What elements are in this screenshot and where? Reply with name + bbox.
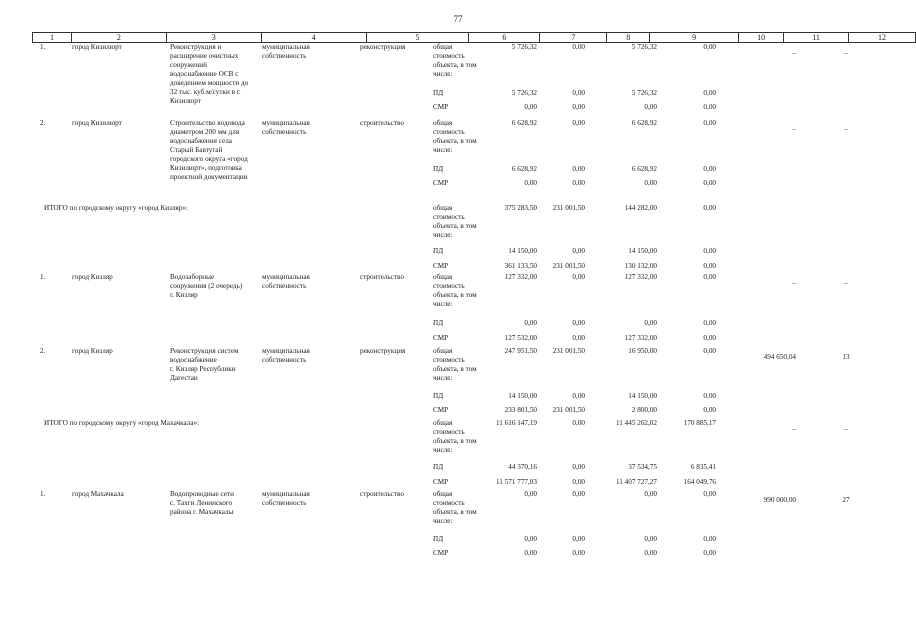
total-value: 247 951,50 — [504, 347, 537, 355]
smr-value: 0,00 — [644, 103, 657, 111]
pd-value: 0,00 — [703, 319, 716, 327]
city-name: город Кизилюрт — [72, 43, 122, 51]
city-name: город Махачкала — [72, 490, 124, 498]
total-value: 170 885,17 — [683, 419, 716, 427]
smr-value: 0,00 — [703, 549, 716, 557]
smr-value: 0,00 — [572, 549, 585, 557]
total-cost-label-line: стоимость — [433, 213, 465, 221]
row-number: 1. — [40, 490, 46, 498]
smr-value: 233 801,50 — [504, 406, 537, 414]
total-cost-label-line: числе: — [433, 146, 453, 154]
column-header-row — [32, 32, 916, 43]
total-value: 0,00 — [703, 204, 716, 212]
total-value: 375 283,50 — [504, 204, 537, 212]
col-header: 12 — [849, 33, 916, 43]
total-value: 0,00 — [703, 490, 716, 498]
col12-value: 13 — [842, 353, 850, 361]
total-value: 6 628,92 — [511, 119, 537, 127]
ownership-line: собственность — [262, 356, 307, 364]
smr-label: СМР — [433, 549, 449, 557]
pd-value: 5 726,32 — [631, 89, 657, 97]
smr-value: 0,00 — [703, 179, 716, 187]
pd-value: 0,00 — [644, 535, 657, 543]
object-name-line: Водозаборные — [170, 273, 215, 281]
object-name-line: доведением мощности до — [170, 79, 249, 87]
ownership-line: собственность — [262, 128, 307, 136]
total-value: 5 726,32 — [631, 43, 657, 51]
smr-value: 0,00 — [644, 549, 657, 557]
total-value: 0,00 — [572, 119, 585, 127]
total-cost-label-line: общая — [433, 43, 453, 51]
col11-value: 494 650,04 — [763, 353, 796, 361]
smr-value: 231 001,50 — [552, 406, 585, 414]
pd-label: ПД — [433, 89, 444, 97]
col12-value: – — [844, 425, 848, 433]
work-type: строительство — [360, 119, 404, 127]
total-cost-label-line: стоимость — [433, 356, 465, 364]
pd-value: 0,00 — [644, 319, 657, 327]
ownership-line: муниципальная — [262, 43, 310, 51]
pd-value: 0,00 — [572, 463, 585, 471]
object-name-line: Реконструкция и — [170, 43, 222, 51]
smr-value: 0,00 — [644, 179, 657, 187]
total-cost-label-line: стоимость — [433, 128, 465, 136]
col12-value: – — [844, 279, 848, 287]
total-value: 11 445 262,02 — [615, 419, 657, 427]
smr-value: 127 332,00 — [624, 334, 657, 342]
row-number: 2. — [40, 119, 46, 127]
col-header: 4 — [261, 33, 366, 43]
work-type: строительство — [360, 273, 404, 281]
object-name-line: сооружений — [170, 61, 207, 69]
ownership-line: собственность — [262, 52, 307, 60]
pd-label: ПД — [433, 535, 444, 543]
total-row-label: ИТОГО по городскому округу «город Махачкала»: — [44, 419, 200, 427]
col-header: 7 — [540, 33, 607, 43]
total-cost-label-line: объекта, в том — [433, 291, 477, 299]
ownership-line: муниципальная — [262, 347, 310, 355]
pd-label: ПД — [433, 463, 444, 471]
object-name-line: водоснабжение ОСВ с — [170, 70, 239, 78]
pd-value: 14 150,00 — [628, 247, 657, 255]
pd-value: 0,00 — [572, 89, 585, 97]
smr-value: 0,00 — [524, 549, 537, 557]
object-name-line: Дагестан — [170, 374, 198, 382]
col-header: 8 — [607, 33, 650, 43]
smr-value: 0,00 — [524, 103, 537, 111]
total-cost-label-line: стоимость — [433, 282, 465, 290]
total-value: 0,00 — [703, 119, 716, 127]
total-value: 0,00 — [703, 347, 716, 355]
smr-value: 0,00 — [524, 179, 537, 187]
smr-value: 0,00 — [703, 406, 716, 414]
object-name-line: с. Тахги Ленинского — [170, 499, 233, 507]
pd-value: 6 628,92 — [511, 165, 537, 173]
col-header: 9 — [650, 33, 739, 43]
col-header: 1 — [33, 33, 72, 43]
total-value: 0,00 — [572, 419, 585, 427]
total-cost-label-line: числе: — [433, 231, 453, 239]
pd-value: 0,00 — [703, 89, 716, 97]
total-cost-label-line: общая — [433, 119, 453, 127]
smr-value: 0,00 — [703, 103, 716, 111]
pd-value: 14 150,00 — [508, 392, 537, 400]
ownership-line: муниципальная — [262, 273, 310, 281]
total-cost-label-line: числе: — [433, 517, 453, 525]
total-value: 127 332,00 — [624, 273, 657, 281]
ownership-line: муниципальная — [262, 490, 310, 498]
pd-label: ПД — [433, 165, 444, 173]
pd-value: 0,00 — [572, 165, 585, 173]
col-header: 3 — [166, 33, 261, 43]
smr-value: 11 571 777,03 — [495, 478, 537, 486]
pd-value: 14 150,00 — [628, 392, 657, 400]
ownership-line: собственность — [262, 282, 307, 290]
smr-label: СМР — [433, 103, 449, 111]
pd-value: 6 835,41 — [690, 463, 716, 471]
total-cost-label-line: объекта, в том — [433, 137, 477, 145]
col12-value: – — [844, 49, 848, 57]
object-name-line: Строительство водовода — [170, 119, 245, 127]
col12-value: – — [844, 125, 848, 133]
smr-value: 231 001,50 — [552, 262, 585, 270]
col-header: 6 — [469, 33, 540, 43]
object-name-line: водоснабжение — [170, 356, 217, 364]
work-type: реконструкция — [360, 43, 406, 51]
object-name-line: Кизилюрт — [170, 97, 201, 105]
total-value: 0,00 — [572, 43, 585, 51]
total-cost-label-line: общая — [433, 204, 453, 212]
object-name-line: диаметром 200 мм для — [170, 128, 240, 136]
pd-value: 0,00 — [572, 247, 585, 255]
pd-value: 0,00 — [703, 392, 716, 400]
total-value: 16 950,00 — [628, 347, 657, 355]
col12-value: 27 — [842, 496, 850, 504]
total-value: 0,00 — [572, 273, 585, 281]
col-header: 2 — [71, 33, 166, 43]
pd-value: 0,00 — [572, 319, 585, 327]
total-value: 127 332,00 — [504, 273, 537, 281]
pd-value: 0,00 — [703, 535, 716, 543]
col11-value: – — [792, 279, 796, 287]
smr-value: 0,00 — [572, 478, 585, 486]
col11-value: 990 000,00 — [763, 496, 796, 504]
total-value: 6 628,92 — [631, 119, 657, 127]
smr-label: СМР — [433, 478, 449, 486]
col-header: 5 — [366, 33, 469, 43]
pd-value: 6 628,92 — [631, 165, 657, 173]
total-value: 231 001,50 — [552, 347, 585, 355]
total-cost-label-line: стоимость — [433, 428, 465, 436]
total-cost-label-line: стоимость — [433, 52, 465, 60]
pd-value: 5 726,32 — [511, 89, 537, 97]
smr-value: 2 800,00 — [631, 406, 657, 414]
pd-label: ПД — [433, 319, 444, 327]
col11-value: – — [792, 425, 796, 433]
smr-value: 0,00 — [703, 262, 716, 270]
pd-value: 14 150,00 — [508, 247, 537, 255]
total-cost-label-line: общая — [433, 419, 453, 427]
total-value: 0,00 — [644, 490, 657, 498]
object-name-line: района г. Махачкалы — [170, 508, 234, 516]
total-cost-label-line: стоимость — [433, 499, 465, 507]
object-name-line: сооружения (2 очередь) — [170, 282, 243, 290]
smr-label: СМР — [433, 179, 449, 187]
total-cost-label-line: числе: — [433, 446, 453, 454]
col-header: 11 — [784, 33, 849, 43]
total-cost-label-line: объекта, в том — [433, 222, 477, 230]
pd-label: ПД — [433, 247, 444, 255]
pd-value: 37 534,75 — [628, 463, 657, 471]
city-name: город Кизляр — [72, 347, 113, 355]
total-cost-label-line: объекта, в том — [433, 61, 477, 69]
smr-value: 164 049,76 — [683, 478, 716, 486]
total-value: 11 616 147,19 — [495, 419, 537, 427]
work-type: реконструкция — [360, 347, 406, 355]
object-name-line: г. Кизляр — [170, 291, 198, 299]
total-value: 0,00 — [703, 43, 716, 51]
ownership-line: собственность — [262, 499, 307, 507]
total-cost-label-line: общая — [433, 347, 453, 355]
total-row-label: ИТОГО по городскому округу «город Кизляр»: — [44, 204, 189, 212]
smr-value: 0,00 — [572, 179, 585, 187]
object-name-line: проектной документации — [170, 173, 248, 181]
total-cost-label-line: объекта, в том — [433, 437, 477, 445]
pd-value: 0,00 — [703, 165, 716, 173]
total-value: 5 726,32 — [511, 43, 537, 51]
object-name-line: Реконструкция систем — [170, 347, 239, 355]
smr-value: 130 132,00 — [624, 262, 657, 270]
total-value: 0,00 — [703, 273, 716, 281]
work-type: строительство — [360, 490, 404, 498]
total-value: 144 282,00 — [624, 204, 657, 212]
city-name: город Кизилюрт — [72, 119, 122, 127]
pd-value: 44 370,16 — [508, 463, 537, 471]
row-number: 2. — [40, 347, 46, 355]
total-cost-label-line: объекта, в том — [433, 508, 477, 516]
row-number: 1. — [40, 43, 46, 51]
smr-value: 0,00 — [572, 334, 585, 342]
total-cost-label-line: общая — [433, 273, 453, 281]
smr-value: 361 133,50 — [504, 262, 537, 270]
object-name-line: расширение очистных — [170, 52, 239, 60]
total-cost-label-line: общая — [433, 490, 453, 498]
object-name-line: 32 тыс. куб.м/сутки в г. — [170, 88, 241, 96]
total-cost-label-line: числе: — [433, 374, 453, 382]
smr-label: СМР — [433, 334, 449, 342]
total-cost-label-line: числе: — [433, 300, 453, 308]
object-name-line: городского округа «город — [170, 155, 248, 163]
smr-value: 11 407 727,27 — [615, 478, 657, 486]
page-number: 77 — [453, 14, 463, 24]
row-number: 1. — [40, 273, 46, 281]
smr-value: 0,00 — [572, 103, 585, 111]
col11-value: – — [792, 49, 796, 57]
city-name: город Кизляр — [72, 273, 113, 281]
pd-value: 0,00 — [572, 535, 585, 543]
pd-value: 0,00 — [524, 535, 537, 543]
object-name-line: Водопроводные сети — [170, 490, 234, 498]
smr-value: 127 532,00 — [504, 334, 537, 342]
total-value: 231 001,50 — [552, 204, 585, 212]
pd-label: ПД — [433, 392, 444, 400]
ownership-line: муниципальная — [262, 119, 310, 127]
total-cost-label-line: числе: — [433, 70, 453, 78]
object-name-line: г. Кизляр Республики — [170, 365, 236, 373]
smr-label: СМР — [433, 262, 449, 270]
total-value: 0,00 — [524, 490, 537, 498]
object-name-line: Старый Бавтугай — [170, 146, 223, 154]
object-name-line: водоснабжения села — [170, 137, 232, 145]
object-name-line: Кизилюрт», подготовка — [170, 164, 242, 172]
col11-value: – — [792, 125, 796, 133]
pd-value: 0,00 — [703, 247, 716, 255]
pd-value: 0,00 — [524, 319, 537, 327]
total-cost-label-line: объекта, в том — [433, 365, 477, 373]
pd-value: 0,00 — [572, 392, 585, 400]
total-value: 0,00 — [572, 490, 585, 498]
smr-value: 0,00 — [703, 334, 716, 342]
col-header: 10 — [739, 33, 784, 43]
smr-label: СМР — [433, 406, 449, 414]
